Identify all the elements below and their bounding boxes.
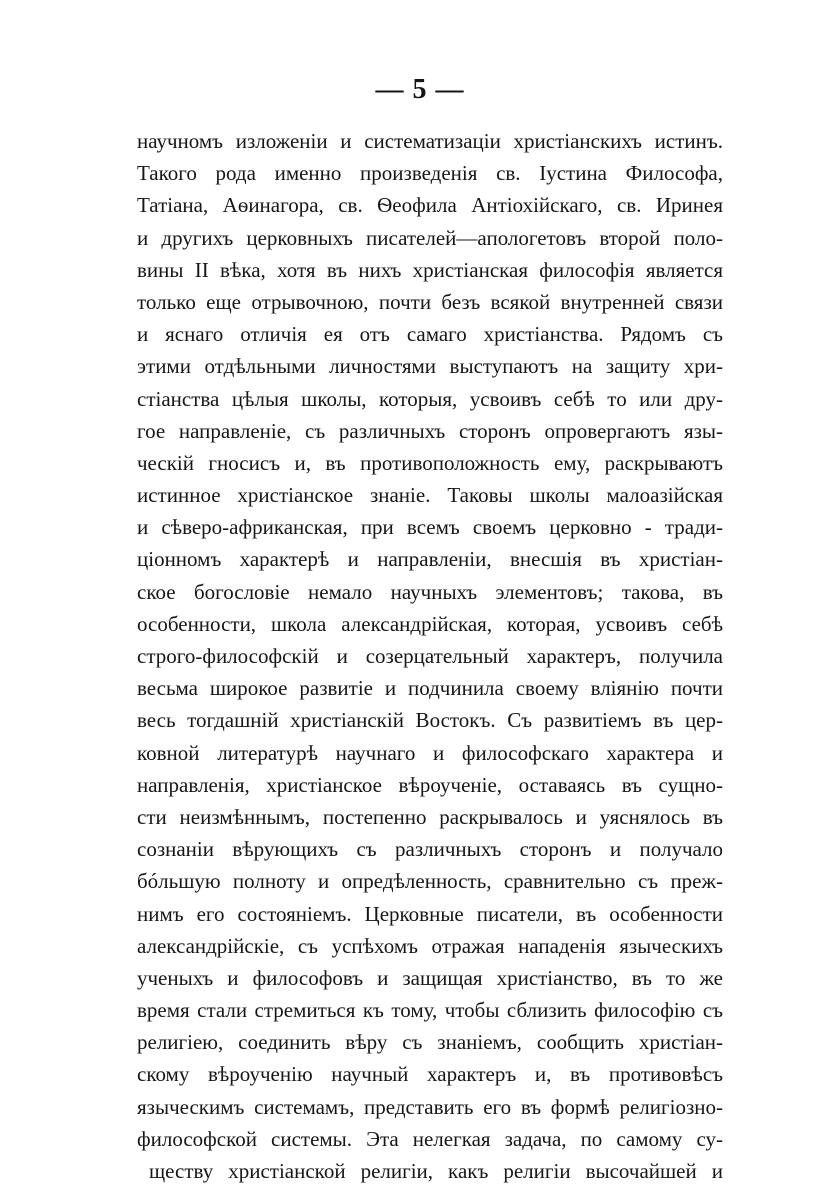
text-line: религіею, соединить вѣру съ знаніемъ, сообщить христіан- xyxy=(137,1030,723,1055)
text-line: и яснаго отличія ея отъ самаго христіанства. Рядомъ съ xyxy=(137,322,723,347)
text-line: ществу христіанской религіи, какъ религіи высочайшей и xyxy=(149,1159,723,1183)
text-line: гое направленіе, съ различныхъ сторонъ опровергаютъ язы- xyxy=(137,418,723,443)
text-line: и другихъ церковныхъ писателей—апологетовъ второй поло- xyxy=(137,225,723,250)
text-line: нимъ его состояніемъ. Церковные писатели, въ особенности xyxy=(137,901,723,926)
text-line: этими отдѣльными личностями выступаютъ на защиту хри- xyxy=(137,354,723,379)
text-line: истинное христіанское знаніе. Таковы школы малоазійская xyxy=(137,483,723,508)
text-line: сти неизмѣннымъ, постепенно раскрывалось и уяснялось въ xyxy=(137,804,723,829)
text-line: весьма широкое развитіе и подчинила своему вліянію почти xyxy=(137,676,723,701)
text-line: весь тогдашній христіанскій Востокъ. Съ развитіемъ въ цер- xyxy=(137,708,723,733)
text-line: александрійскіе, съ успѣхомъ отражая нападенія языческихъ xyxy=(137,933,723,958)
text-line: научномъ изложеніи и систематизаціи христіанскихъ истинъ. xyxy=(137,129,723,153)
text-line: ковной литературѣ научнаго и философскаго характера и xyxy=(137,740,723,765)
text-line: стіанства цѣлыя школы, которыя, усвоивъ себѣ то или дру- xyxy=(137,386,723,411)
text-line: языческимъ системамъ, представить его въ формѣ религіозно- xyxy=(137,1094,723,1119)
text-line: бóльшую полноту и опредѣленность, сравнительно съ преж- xyxy=(137,869,723,894)
text-line: Такого рода именно произведенія св. Іустина Философа, xyxy=(137,161,723,186)
text-line: только еще отрывочною, почти безъ всякой внутренней связи xyxy=(137,289,723,314)
text-line: строго-философскій и созерцательный характеръ, получила xyxy=(137,644,723,668)
body-text xyxy=(137,125,723,1187)
text-line: и сѣверо-африканская, при всемъ своемъ церковно - тради- xyxy=(137,515,723,540)
text-line: Татіана, Аѳинагора, св. Ѳеофила Антіохійскаго, св. Иринея xyxy=(137,193,723,218)
text-line: философской системы. Эта нелегкая задача, по самому су- xyxy=(137,1126,723,1151)
text-line: скому вѣроученію научный характеръ и, въ противовѣсъ xyxy=(137,1062,723,1087)
text-line: ціонномъ характерѣ и направленіи, внесшія въ христіан- xyxy=(137,547,723,572)
text-line: время стали стремиться къ тому, чтобы сблизить философію съ xyxy=(137,998,723,1023)
text-line: сознаніи вѣрующихъ съ различныхъ сторонъ и получало xyxy=(137,837,723,862)
text-line: ское богословіе немало научныхъ элементовъ; такова, въ xyxy=(137,579,723,604)
text-line: направленія, христіанское вѣроученіе, оставаясь въ сущно- xyxy=(137,772,723,797)
text-line: особенности, школа александрійская, которая, усвоивъ себѣ xyxy=(137,611,723,636)
page-number: — 5 — xyxy=(375,74,465,105)
text-line: ческій гносисъ и, въ противоположность ему, раскрываютъ xyxy=(137,450,723,475)
text-line: ученыхъ и философовъ и защищая христіанство, въ то же xyxy=(137,965,723,990)
text-line: вины II вѣка, хотя въ нихъ христіанская философія является xyxy=(137,257,723,282)
